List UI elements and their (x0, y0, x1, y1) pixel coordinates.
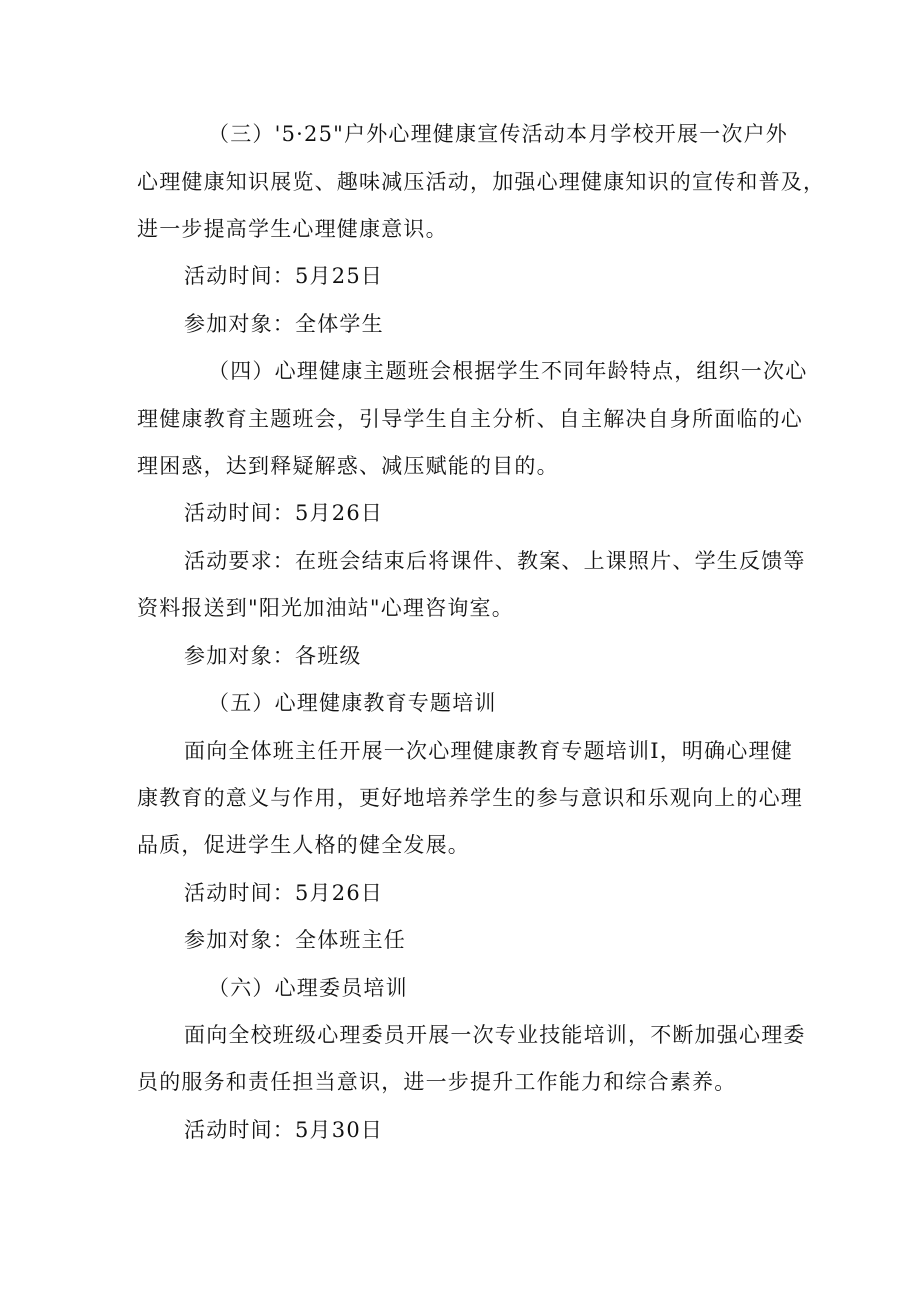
section-six-activity-time: 活动时间：5月30日 (184, 1118, 384, 1142)
section-three-body-line-2: 进一步提高学生心理健康意识。 (137, 217, 448, 241)
section-three-body-line-1: 心理健康知识展览、趣味减压活动，加强心理健康知识的宣传和普及， (137, 170, 826, 194)
section-four-body-line-2: 理困惑，达到释疑解惑、减压赋能的目的。 (137, 454, 559, 478)
section-six-body-line-1: 面向全校班级心理委员开展一次专业技能培训，不断加强心理委 (184, 1023, 806, 1047)
section-five-heading: （五）心理健康教育专题培训 (208, 691, 497, 715)
section-five-body-line-2: 康教育的意义与作用，更好地培养学生的参与意识和乐观向上的心理 (137, 786, 803, 810)
section-six-heading: （六）心理委员培训 (208, 976, 408, 1000)
section-four-requirements-line-1: 活动要求：在班会结束后将课件、教案、上课照片、学生反馈等 (184, 549, 806, 573)
section-four-requirements-line-2: 资料报送到"阳光加油站"心理咨询室。 (137, 596, 514, 620)
section-three-participants: 参加对象：全体学生 (184, 312, 384, 336)
section-five-activity-time: 活动时间：5月26日 (184, 881, 384, 905)
section-three-activity-time: 活动时间：5月25日 (184, 264, 384, 288)
section-four-heading-line: （四）心理健康主题班会根据学生不同年龄特点，组织一次心 (208, 359, 808, 383)
section-five-body-line-3: 品质，促进学生人格的健全发展。 (137, 833, 470, 857)
section-four-participants: 参加对象：各班级 (184, 644, 362, 668)
section-three-heading-line: （三）'5·25"户外心理健康宣传活动本月学校开展一次户外 (208, 122, 788, 146)
section-five-body-line-1: 面向全体班主任开展一次心理健康教育专题培训I，明确心理健 (184, 739, 793, 763)
section-four-body-line-1: 理健康教育主题班会，引导学生自主分析、自主解决自身所面临的心 (137, 407, 803, 431)
section-six-body-line-2: 员的服务和责任担当意识，进一步提升工作能力和综合素养。 (137, 1070, 737, 1094)
section-four-activity-time: 活动时间：5月26日 (184, 501, 384, 525)
section-five-participants: 参加对象：全体班主任 (184, 928, 406, 952)
